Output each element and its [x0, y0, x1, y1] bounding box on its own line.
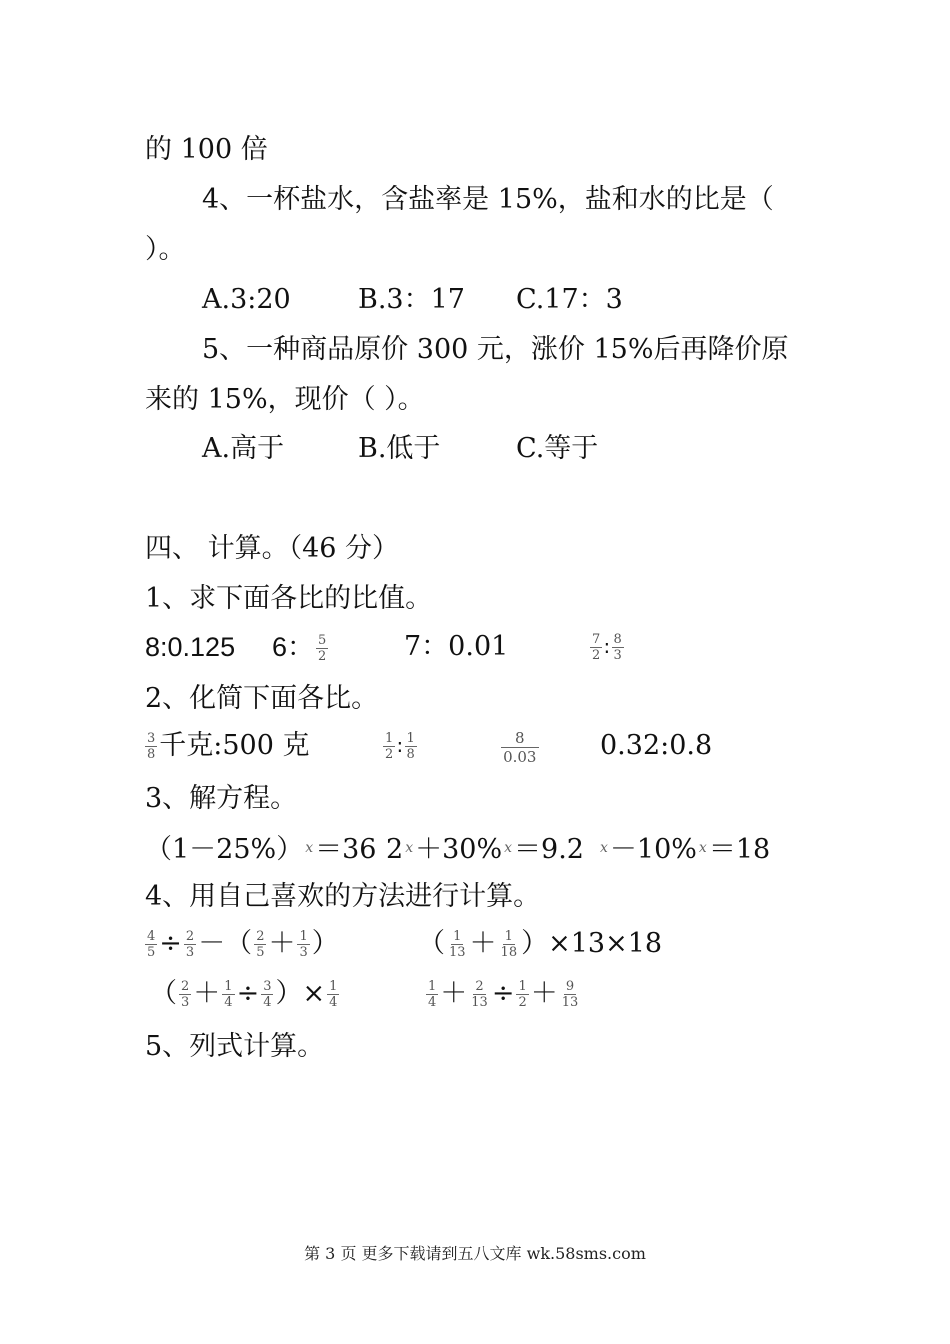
numerator: 4 — [147, 929, 156, 944]
denominator: 3 — [181, 995, 190, 1010]
fraction — [327, 979, 339, 1010]
numerator: 9 — [565, 979, 575, 994]
variable-x: x — [405, 840, 414, 856]
ratio-4 — [588, 630, 626, 665]
q4-option-b: B.3：17 — [358, 284, 465, 315]
fraction — [261, 979, 273, 1010]
fraction — [145, 929, 157, 960]
operator: ＋ — [193, 978, 221, 1009]
subsection-5: 5、列式计算。 — [145, 1031, 325, 1062]
numerator: 2 — [181, 979, 190, 994]
denominator: 4 — [263, 995, 272, 1010]
numerator: 8 — [613, 632, 622, 647]
equation-text: ＋30% — [415, 834, 503, 865]
equation-3 — [598, 831, 770, 867]
denominator: 2 — [518, 995, 527, 1010]
numerator: 1 — [385, 731, 394, 746]
fraction — [145, 731, 157, 762]
question-4-cont: ）。 — [145, 234, 186, 265]
question-5-cont: 来的 15%，现价（ ）。 — [145, 384, 425, 415]
equation-text: －10% — [609, 834, 697, 865]
denominator: 3 — [299, 945, 308, 960]
denominator: 13 — [561, 995, 579, 1010]
fraction — [469, 979, 490, 1010]
equation-text: ＝36 — [315, 834, 377, 865]
section-heading: 四、 计算。（46 分） — [145, 533, 400, 564]
fraction — [405, 731, 417, 762]
fraction — [297, 929, 309, 960]
denominator: 5 — [256, 945, 265, 960]
numerator: 1 — [299, 929, 308, 944]
q4-option-c: C.17：3 — [516, 284, 623, 315]
subsection-1: 1、求下面各比的比值。 — [145, 583, 433, 614]
simplify-b — [381, 729, 419, 764]
fraction — [316, 633, 328, 664]
denominator: 13 — [449, 945, 466, 960]
numerator: 2 — [185, 929, 195, 944]
operator: ＋ — [268, 928, 296, 959]
colon: ∶ — [604, 636, 610, 660]
equation-text: ＝18 — [708, 834, 771, 865]
numerator: 1 — [329, 979, 338, 994]
simplify-c — [499, 729, 541, 766]
equation-text: （1－25%） — [145, 834, 304, 865]
operator: ÷ — [491, 978, 515, 1009]
colon: ∶ — [397, 735, 403, 759]
denominator: 5 — [147, 945, 156, 960]
subsection-3: 3、解方程。 — [145, 783, 298, 814]
numerator: 1 — [224, 979, 233, 994]
calc-3 — [150, 977, 341, 1011]
text-line: 的 100 倍 — [145, 134, 268, 165]
operator: ） — [311, 928, 339, 959]
fraction — [222, 979, 234, 1010]
fraction — [254, 929, 266, 960]
fraction — [560, 979, 581, 1010]
page-footer: 第 3 页 更多下载请到五八文库 wk.58sms.com — [304, 1244, 646, 1263]
numerator: 1 — [504, 929, 513, 944]
numerator: 2 — [475, 979, 484, 994]
operator: －（ — [198, 928, 253, 959]
subsection-4: 4、用自己喜欢的方法进行计算。 — [145, 881, 541, 912]
operator: ）× — [275, 978, 326, 1009]
equation-text: 2 — [386, 834, 404, 865]
denominator: 2 — [592, 648, 601, 663]
numerator: 1 — [518, 979, 527, 994]
numerator: 3 — [263, 979, 272, 994]
fraction — [516, 979, 528, 1010]
operator: （ — [150, 978, 177, 1009]
numerator: 8 — [501, 729, 539, 748]
fraction — [501, 729, 539, 766]
equation-2 — [386, 831, 584, 867]
simplify-d: 0.32:0.8 — [600, 730, 713, 761]
q5-option-c: C.等于 — [516, 433, 599, 464]
operator: ÷ — [236, 978, 260, 1009]
ratio-3: 7：0.01 — [404, 631, 509, 662]
fraction — [590, 632, 602, 663]
question-5: 5、一种商品原价 300 元，涨价 15%后再降价原 — [202, 334, 789, 365]
ratio-1: 8:0.125 — [145, 632, 236, 662]
variable-x: x — [305, 840, 314, 856]
fraction — [184, 929, 196, 960]
operator: ＋ — [440, 978, 468, 1009]
operator: ＋ — [469, 928, 497, 959]
denominator: 8 — [147, 747, 156, 762]
denominator: 3 — [613, 648, 622, 663]
denominator: 4 — [428, 995, 437, 1010]
ratio-2 — [272, 630, 330, 665]
equation-text: ＝9.2 — [514, 834, 584, 865]
denominator: 8 — [406, 747, 415, 762]
numerator: 1 — [453, 929, 462, 944]
operator: （ — [418, 928, 445, 959]
numerator: 3 — [147, 731, 156, 746]
operator: ＋ — [530, 978, 558, 1009]
fraction — [383, 731, 395, 762]
simplify-a — [143, 729, 310, 763]
denominator: 2 — [318, 649, 327, 664]
denominator: 18 — [500, 945, 518, 960]
calc-4 — [424, 977, 582, 1011]
q5-option-a: A.高于 — [202, 433, 285, 464]
numerator: 1 — [428, 979, 437, 994]
calc-1 — [143, 927, 339, 961]
denominator: 4 — [329, 995, 338, 1010]
numerator: 7 — [592, 632, 601, 647]
operator: ÷ — [159, 928, 182, 959]
denominator: 13 — [471, 995, 488, 1010]
q5-option-b: B.低于 — [358, 433, 441, 464]
subsection-2: 2、化简下面各比。 — [145, 683, 379, 714]
operator: ）×13×18 — [521, 928, 663, 959]
fraction — [447, 929, 468, 960]
variable-x: x — [504, 840, 513, 856]
denominator: 2 — [385, 747, 394, 762]
variable-x: x — [600, 840, 608, 856]
denominator: 0.03 — [503, 748, 537, 766]
fraction — [179, 979, 191, 1010]
question-4: 4、一杯盐水，含盐率是 15%，盐和水的比是（ — [202, 184, 774, 215]
equation-1 — [145, 831, 376, 867]
variable-x: x — [698, 840, 707, 856]
numerator: 5 — [318, 633, 327, 648]
fraction — [426, 979, 438, 1010]
denominator: 3 — [185, 945, 195, 960]
calc-2 — [418, 927, 662, 961]
numerator: 2 — [256, 929, 265, 944]
simplify-a-text: 千克:500 克 — [159, 730, 310, 761]
fraction — [612, 632, 624, 663]
numerator: 1 — [406, 731, 415, 746]
denominator: 4 — [224, 995, 233, 1010]
fraction — [499, 929, 520, 960]
ratio-2-prefix: 6： — [272, 632, 315, 662]
q4-option-a: A.3:20 — [202, 284, 291, 315]
